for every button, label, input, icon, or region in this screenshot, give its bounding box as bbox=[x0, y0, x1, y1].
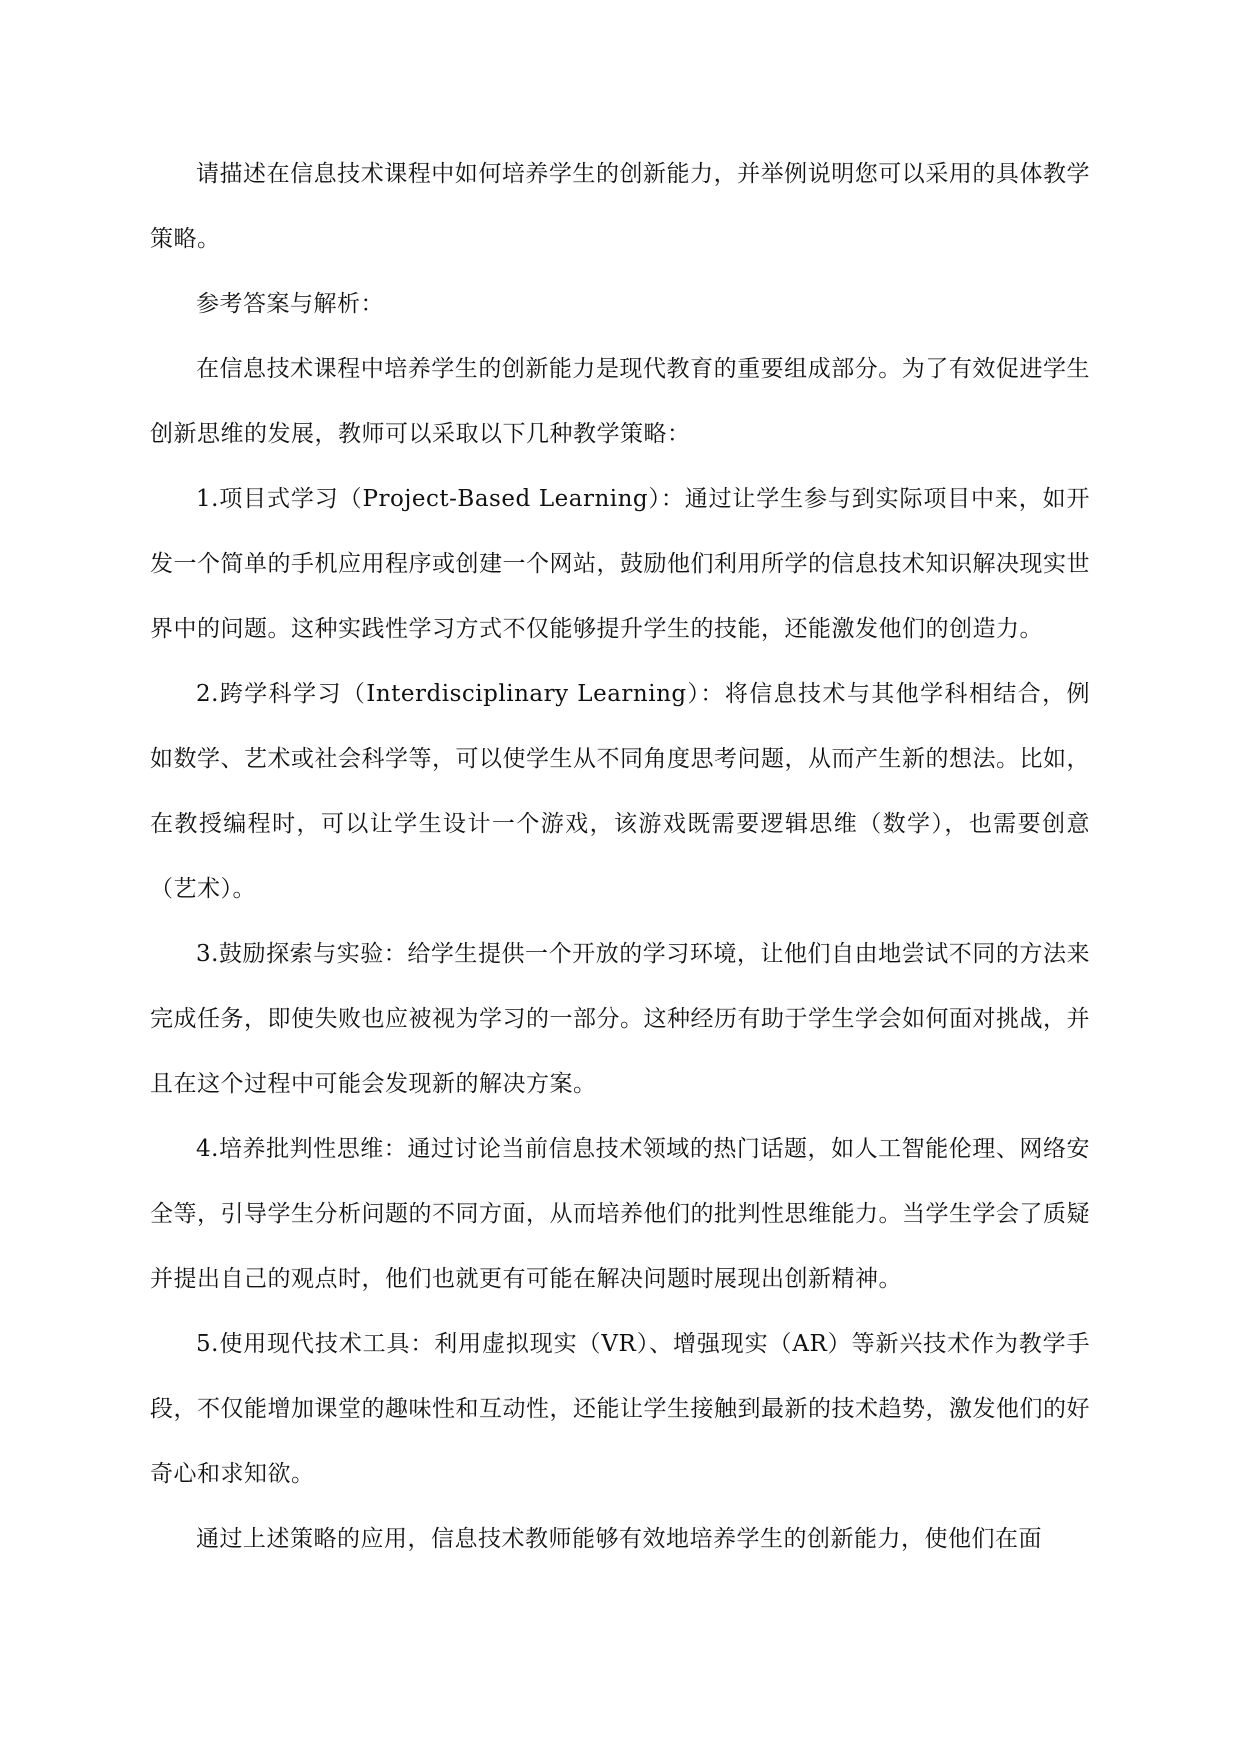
question-paragraph: 请描述在信息技术课程中如何培养学生的创新能力，并举例说明您可以采用的具体教学策略。 bbox=[150, 161, 1090, 252]
intro-paragraph: 在信息技术课程中培养学生的创新能力是现代教育的重要组成部分。为了有效促进学生创新思维的发展，教师可以采取以下几种教学策略： bbox=[150, 356, 1090, 447]
strategy-5-paragraph: 5.使用现代技术工具：利用虚拟现实（VR）、增强现实（AR）等新兴技术作为教学手段，不仅能增加课堂的趣味性和互动性，还能让学生接触到最新的技术趋势，激发他们的好奇心和求知欲。 bbox=[150, 1331, 1090, 1487]
answer-heading: 参考答案与解析： bbox=[196, 291, 384, 317]
strategy-2-paragraph: 2.跨学科学习（Interdisciplinary Learning）：将信息技术与其他学科相结合，例如数学、艺术或社会科学等，可以使学生从不同角度思考问题，从而产生新的想法。比如，在教授编程时，可以让学生设计一个游戏，该游戏既需要逻辑思维（数学），也需要创意（艺术）。 bbox=[150, 681, 1090, 902]
conclusion-paragraph: 通过上述策略的应用，信息技术教师能够有效地培养学生的创新能力，使他们在面 bbox=[196, 1526, 1042, 1552]
strategy-4-paragraph: 4.培养批判性思维：通过讨论当前信息技术领域的热门话题，如人工智能伦理、网络安全等，引导学生分析问题的不同方面，从而培养他们的批判性思维能力。当学生学会了质疑并提出自己的观点时，他们也就更有可能在解决问题时展现出创新精神。 bbox=[150, 1136, 1090, 1292]
strategy-1-paragraph: 1.项目式学习（Project-Based Learning）：通过让学生参与到实际项目中来，如开发一个简单的手机应用程序或创建一个网站，鼓励他们利用所学的信息技术知识解决现实世界中的问题。这种实践性学习方式不仅能够提升学生的技能，还能激发他们的创造力。 bbox=[150, 486, 1090, 642]
document-body bbox=[150, 142, 1090, 1572]
strategy-3-paragraph: 3.鼓励探索与实验：给学生提供一个开放的学习环境，让他们自由地尝试不同的方法来完成任务，即使失败也应被视为学习的一部分。这种经历有助于学生学会如何面对挑战，并且在这个过程中可能会发现新的解决方案。 bbox=[150, 941, 1090, 1097]
